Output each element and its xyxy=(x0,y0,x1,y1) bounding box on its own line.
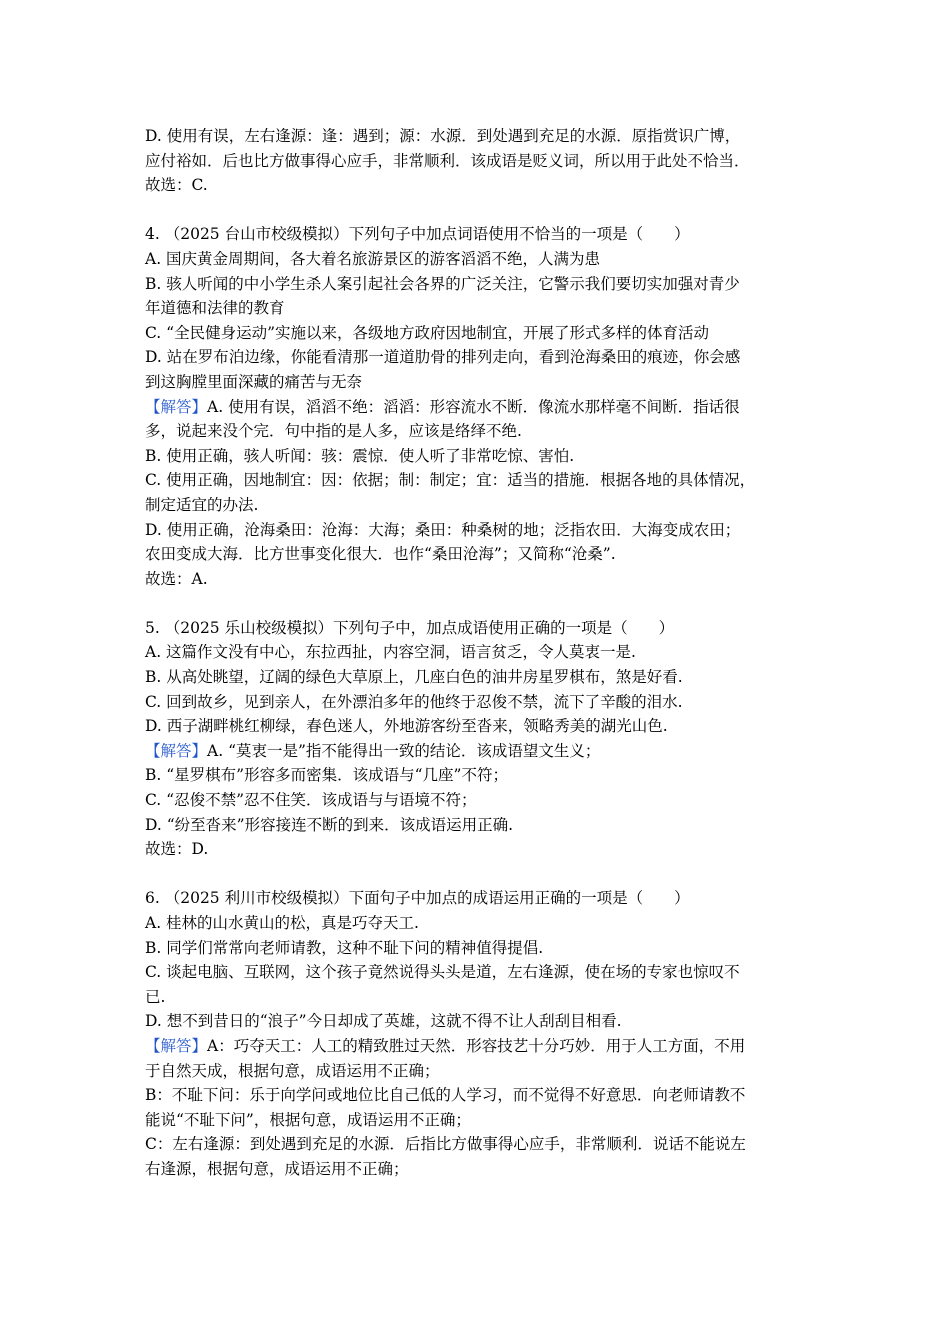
answer-text: A. 使用有误，滔滔不绝：滔滔：形容流水不断．像流水那样毫不间断．指话很 xyxy=(207,397,740,416)
answer-line: 能说“不耻下问”，根据句意，成语运用不正确； xyxy=(145,1110,471,1129)
option-d: D. 西子湖畔桃红柳绿，春色迷人，外地游客纷至沓来，领略秀美的湖光山色. xyxy=(145,717,668,736)
question-6 xyxy=(145,886,810,1181)
option-c: C. 谈起电脑、互联网，这个孩子竟然说得头头是道，左右逢源，使在场的专家也惊叹不 xyxy=(145,963,740,982)
option-d: D. 想不到昔日的“浪子”今日却成了英雄，这就不得不让人刮刮目相看. xyxy=(145,1012,622,1031)
answer-line: 于自然天成，根据句意，成语运用不正确； xyxy=(145,1061,440,1080)
answer-line: B. “星罗棋布”形容多而密集．该成语与“几座”不符； xyxy=(145,766,508,785)
question-stem: 5. （2025 乐山校级模拟）下列句子中，加点成语使用正确的一项是（ ） xyxy=(145,618,675,637)
spacer xyxy=(145,862,810,887)
answer-line: 多，说起来没个完．句中指的是人多，应该是络绎不绝. xyxy=(145,422,522,441)
answer-line: 制定适宜的办法. xyxy=(145,495,259,514)
answer-choice: 故选：A. xyxy=(145,569,208,588)
option-b-continued: 年道德和法律的教育 xyxy=(145,299,285,318)
answer-tag: 【解答】 xyxy=(145,741,208,760)
option-d: D. 站在罗布泊边缘，你能看清那一道道肋骨的排列走向，看到沧海桑田的痕迹，你会感 xyxy=(145,348,741,367)
answer-line: C. 使用正确，因地制宜：因：依据；制：制定；宜：适当的措施．根据各地的具体情况， xyxy=(145,471,756,490)
option-c: C. 回到故乡，见到亲人，在外漂泊多年的他终于忍俊不禁，流下了辛酸的泪水. xyxy=(145,692,683,711)
previous-answer-tail xyxy=(145,124,810,198)
answer-line: D. 使用正确，沧海桑田：沧海：大海；桑田：种桑树的地；泛指农田．大海变成农田； xyxy=(145,520,741,539)
text-line: 应付裕如．后也比方做事得心应手，非常顺利．该成语是贬义词，所以用于此处不恰当． xyxy=(145,151,750,170)
option-b: B. 骇人听闻的中小学生杀人案引起社会各界的广泛关注，它警示我们要切实加强对青少 xyxy=(145,274,740,293)
answer-line: D. “纷至沓来”形容接连不断的到来．该成语运用正确. xyxy=(145,815,514,834)
answer-line xyxy=(145,1034,810,1059)
answer-line: 农田变成大海．比方世事变化很大．也作“桑田沧海”；又简称“沧桑”. xyxy=(145,545,616,564)
document-page xyxy=(145,124,810,1182)
answer-tag: 【解答】 xyxy=(145,397,208,416)
question-4 xyxy=(145,222,810,591)
text-line: 故选：C. xyxy=(145,176,208,195)
option-b: B. 从高处眺望，辽阔的绿色大草原上，几座白色的油井房星罗棋布，煞是好看. xyxy=(145,668,683,687)
option-c: C. “全民健身运动”实施以来，各级地方政府因地制宜，开展了形式多样的体育活动 xyxy=(145,323,710,342)
question-stem: 6. （2025 利川市校级模拟）下面句子中加点的成语运用正确的一项是（ ） xyxy=(145,889,690,908)
option-a: A. 国庆黄金周期间，各大着名旅游景区的游客滔滔不绝，人满为患 xyxy=(145,249,601,268)
answer-line xyxy=(145,739,810,764)
answer-line: C. “忍俊不禁”忍不住笑．该成语与与语境不符； xyxy=(145,791,477,810)
answer-line: C：左右逢源：到处遇到充足的水源．后指比方做事得心应手，非常顺利．说话不能说左 xyxy=(145,1135,746,1154)
answer-line: 右逢源，根据句意，成语运用不正确； xyxy=(145,1159,409,1178)
spacer xyxy=(145,198,810,223)
answer-line: B. 使用正确，骇人听闻：骇：震惊．使人听了非常吃惊、害怕. xyxy=(145,446,575,465)
text-line: D. 使用有误，左右逢源：逢：遇到；源：水源．到处遇到充足的水源．原指赏识广博， xyxy=(145,127,741,145)
question-5 xyxy=(145,616,810,862)
answer-line: B：不耻下问：乐于向学问或地位比自己低的人学习，而不觉得不好意思．向老师请教不 xyxy=(145,1086,746,1105)
answer-tag: 【解答】 xyxy=(145,1036,208,1055)
option-a: A. 这篇作文没有中心，东拉西扯，内容空洞，语言贫乏，令人莫衷一是. xyxy=(145,643,636,662)
option-a: A. 桂林的山水黄山的松，真是巧夺天工. xyxy=(145,914,419,932)
answer-line xyxy=(145,395,810,420)
spacer xyxy=(145,591,810,616)
answer-text: A：巧夺天工：人工的精致胜过天然．形容技艺十分巧妙．用于人工方面，不用 xyxy=(207,1036,746,1055)
answer-choice: 故选：D. xyxy=(145,840,209,859)
option-d-continued: 到这胸膛里面深藏的痛苦与无奈 xyxy=(145,372,363,391)
option-c-continued: 已. xyxy=(145,987,166,1006)
question-stem: 4. （2025 台山市校级模拟）下列句子中加点词语使用不恰当的一项是（ ） xyxy=(145,225,690,244)
option-b: B. 同学们常常向老师请教，这种不耻下问的精神值得提倡. xyxy=(145,938,544,957)
answer-text: A. “莫衷一是”指不能得出一致的结论．该成语望文生义； xyxy=(207,741,601,760)
